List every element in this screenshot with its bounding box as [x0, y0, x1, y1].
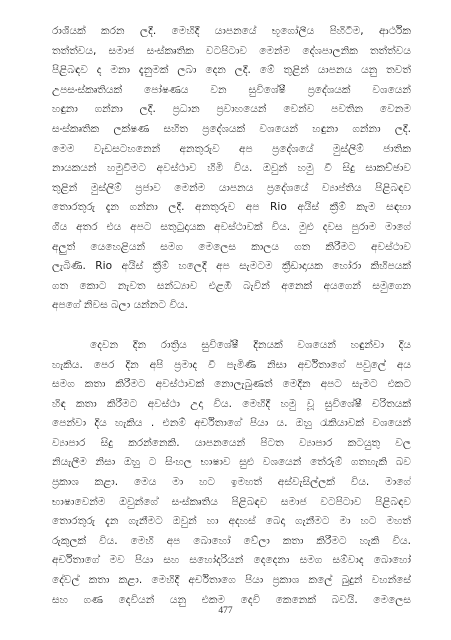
- text-line: පෙන්වා දිය හැකිය . එනම් අර්චිතාගේ පියා ය. ඔහු රැකියාවක් වශයෙන්: [52, 417, 411, 430]
- paragraph-1: [52, 22, 411, 316]
- text-line: නායකයන් හමුවීමට අවස්ථාව හිමි විය. ඔවුන් හමු වී සිදු සාකච්ඡාව: [52, 162, 411, 175]
- text-line: උපසංස්කෘතියක් පෝෂණය වන සුවිශේෂී ප්‍රදේශයක් වශයෙන්: [52, 83, 411, 96]
- text-line: ප්‍රකාශ කළා. මෙය මා හට ඉමහත් අස්වැසිල්ලක් විය. මාගේ: [52, 476, 411, 489]
- text-line: නියැලීම නිසා ඔහු ට සිංහල භාෂාව සුළු වශයෙන් තේරුම් ගතහැකි බව: [52, 456, 411, 469]
- page-number: 477: [218, 606, 233, 616]
- text-line: හැකිය. පෙර දින අපි ප්‍රමාද වී පැමිණි නිසා අර්චිතාගේ පවුලේ අය: [52, 358, 411, 371]
- text-line: සංස්කෘතික ලක්ෂණ සහිත ප්‍රදේශයක් වශයෙන් හඳුනා ගන්නා ලදී.: [52, 122, 411, 135]
- text-line: මෙම වැඩසටහනෙන් අනතුරුව අප ප්‍රදේශයේ මුස්ලිම් ජාතික: [52, 142, 411, 155]
- text-line: අර්චිතාගේ මව පියා සහ සහෝදරියන් දෙදෙනා සමග සම්වාද බොහෝ: [52, 554, 411, 567]
- text-line: පිළිබඳව ද මනා දැනුමක් ලබා දෙන ලදී. මේ තුළින් යාපනය යනු තවත්: [52, 64, 411, 77]
- text-line: තොරතුරු දැන ගන්නා ලදී. අනතුරුව අප Rio අයිස් ක්‍රීම් කැම සඳහා: [52, 201, 411, 214]
- text-line: ගත කොට නැවත සන්ධ්‍යාව එළඹී බැවින් අනෙක් අයගෙන් සමුගෙන: [52, 279, 411, 292]
- text-line: හිඳ කතා කිරීමට අවස්ථා උදා විය. මෙහිදී හමු වූ සුවිශේෂී චරිතයක්: [52, 397, 411, 410]
- text-line: ව්‍යාපාර සිදු කරන්නෙකි. යාපනයෙන් පිටත ව්‍යාපාර කටයුතු වල: [52, 436, 411, 449]
- text-line: තොරතුරු දැන ගැනීමට ඔවුන් හා අදහස් බෙදා ගැනීමට මා හට මහත්: [52, 515, 411, 528]
- text-line: තුළින් මුස්ලිම් ප්‍රජාව මෙන්ම යාපනය ප්‍රදේශයේ ව්‍යාප්තිය පිළිබඳව: [52, 181, 411, 194]
- text-line: සමග කතා කිරීමට අවස්ථාවක් නොලැබුණත් මෙදින අපට සැමට එකට: [52, 378, 411, 391]
- text-line: දේවල් කතා කළා. මෙහිදී අර්චිතාගෙ පියා ප්‍රකාශ කලේ බුදුන් වහන්සේ: [52, 574, 411, 587]
- paragraph-2: [52, 336, 411, 610]
- text-line: සහ ගණ දෙවියන් යනු එකම දෙවි කෙනෙක් බවයි. මෙලෙස: [52, 593, 411, 606]
- text-line: රුකුලක් විය. මෙහි අප බොහෝ වේලා කතා කිරීමට හැකි විය.: [52, 534, 411, 547]
- text-line: ලැබිණි. Rio අයිස් ක්‍රීම් හලෙදී අප සැමටම ක්‍රීඩාදායක හෝරා කිහිපයක්: [52, 260, 411, 273]
- text-line: ගිය අතර එය අපට සතුටුදායක අවස්ථාවක් විය. මුළු දවස පුරාම මාගේ: [52, 220, 411, 233]
- text-line: රාශියක් කරන ලදී. මෙහිදී යාපනයේ භූගෝලීය පිහිටීම, ආර්ථික: [52, 25, 411, 37]
- text-line: තත්ත්වය, සමාජ සංස්කෘතික වටපිටාව මෙන්ම දේශපාලනික තත්ත්වය: [52, 44, 411, 57]
- text-line: භාෂාවෙන්ම ඔවුන්ගේ සංස්කෘතිය පිළිබඳව සමාජ වටපිටාව පිළිබඳව: [52, 495, 411, 508]
- text-line: අපගේ නිවස බලා යන්නට විය.: [52, 299, 188, 312]
- text-line: අලුත් යෙහෙළියන් සමග මෙලෙස කාලය ගත කිරීමට අවස්ථාව: [52, 240, 411, 253]
- text-line: හඳුනා ගන්නා ලදී. ප්‍රධාන ප්‍රවාහයෙන් වෙන්ව පවතින වෙනම: [52, 103, 411, 116]
- text-line: දෙවන දින රාත්‍රිය සුවිශේෂී දිනයක් වශයෙන් හඳුන්වා දිය: [90, 338, 411, 351]
